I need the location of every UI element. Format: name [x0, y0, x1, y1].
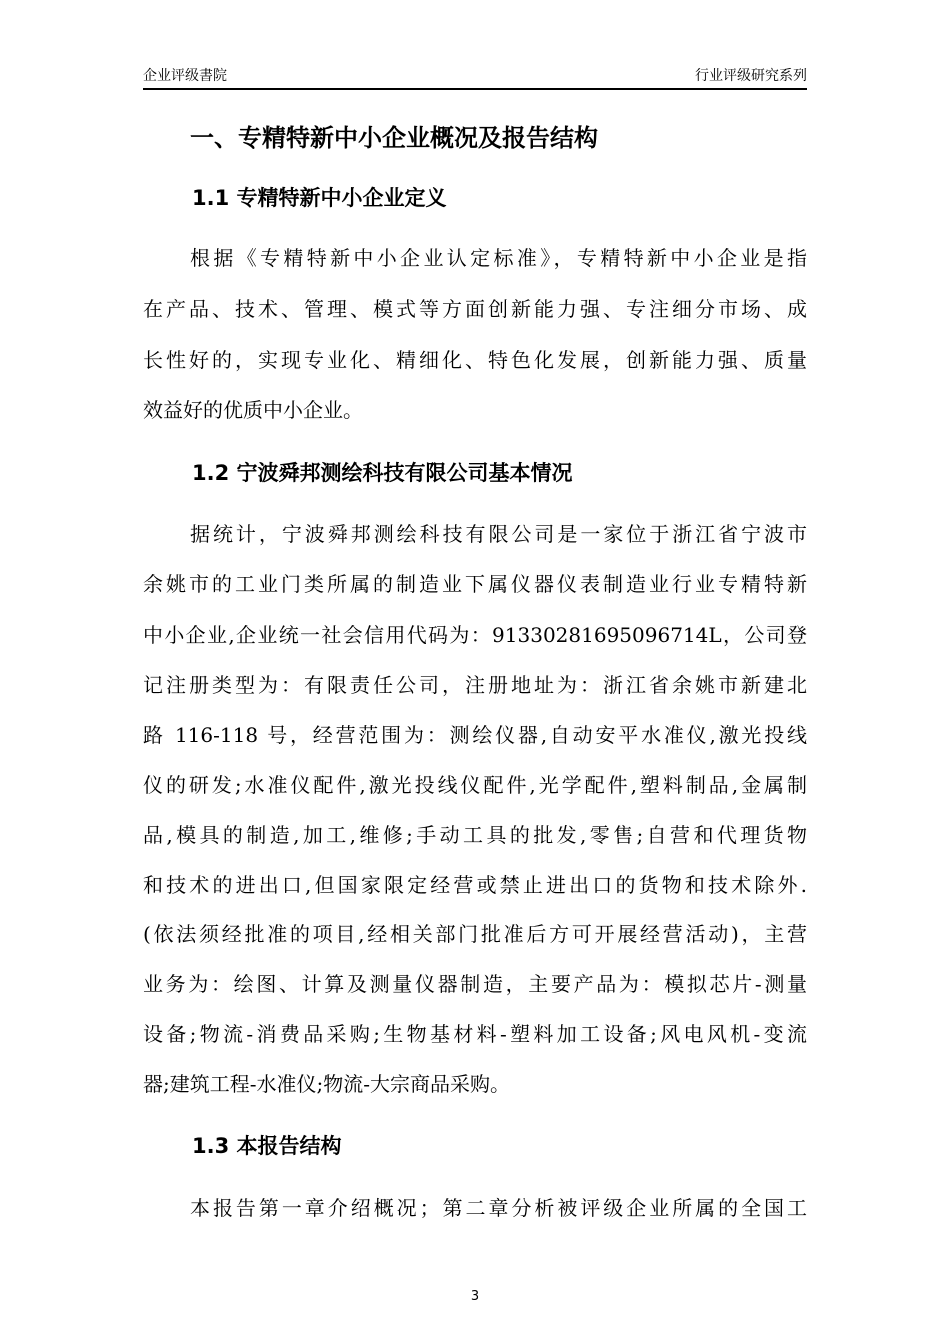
paragraph-line: 据统计，宁波舜邦测绘科技有限公司是一家位于浙江省宁波市 — [190, 522, 807, 546]
paragraph-line: 器;建筑工程-水准仪;物流-大宗商品采购。 — [143, 1072, 510, 1096]
section-title-1-1: 1.1 专精特新中小企业定义 — [192, 186, 447, 210]
paragraph-line: 品,模具的制造,加工,维修;手动工具的批发,零售;自营和代理货物 — [143, 823, 807, 847]
paragraph-line: 效益好的优质中小企业。 — [143, 398, 363, 422]
paragraph-line: (依法须经批准的项目,经相关部门批准后方可开展经营活动)，主营 — [143, 922, 807, 946]
header-series: 行业评级研究系列 — [695, 68, 807, 84]
section-title-1-2: 1.2 宁波舜邦测绘科技有限公司基本情况 — [192, 461, 573, 485]
paragraph-line: 在产品、技术、管理、模式等方面创新能力强、专注细分市场、成 — [143, 297, 807, 321]
paragraph-line: 设备;物流-消费品采购;生物基材料-塑料加工设备;风电风机-变流 — [143, 1022, 807, 1046]
paragraph-line: 记注册类型为：有限责任公司，注册地址为：浙江省余姚市新建北 — [143, 673, 807, 697]
paragraph-line: 中小企业,企业统一社会信用代码为：91330281695096714L，公司登 — [143, 623, 807, 647]
paragraph-line: 仪的研发;水准仪配件,激光投线仪配件,光学配件,塑料制品,金属制 — [143, 773, 807, 797]
paragraph-line: 和技术的进出口,但国家限定经营或禁止进出口的货物和技术除外. — [143, 873, 807, 897]
paragraph-line: 路 116-118 号，经营范围为：测绘仪器,自动安平水准仪,激光投线 — [143, 723, 807, 747]
paragraph-line: 余姚市的工业门类所属的制造业下属仪器仪表制造业行业专精特新 — [143, 572, 807, 596]
paragraph-line: 根据《专精特新中小企业认定标准》，专精特新中小企业是指 — [190, 246, 807, 270]
page-header — [143, 64, 807, 90]
page-number: 3 — [470, 1289, 480, 1304]
paragraph-line: 本报告第一章介绍概况；第二章分析被评级企业所属的全国工 — [190, 1196, 807, 1220]
paragraph-line: 业务为：绘图、计算及测量仪器制造，主要产品为：模拟芯片-测量 — [143, 972, 807, 996]
header-publisher: 企业评级書院 — [143, 68, 227, 84]
paragraph-line: 长性好的，实现专业化、精细化、特色化发展，创新能力强、质量 — [143, 348, 807, 372]
chapter-title: 一、专精特新中小企业概况及报告结构 — [190, 124, 598, 152]
section-title-1-3: 1.3 本报告结构 — [192, 1134, 342, 1158]
